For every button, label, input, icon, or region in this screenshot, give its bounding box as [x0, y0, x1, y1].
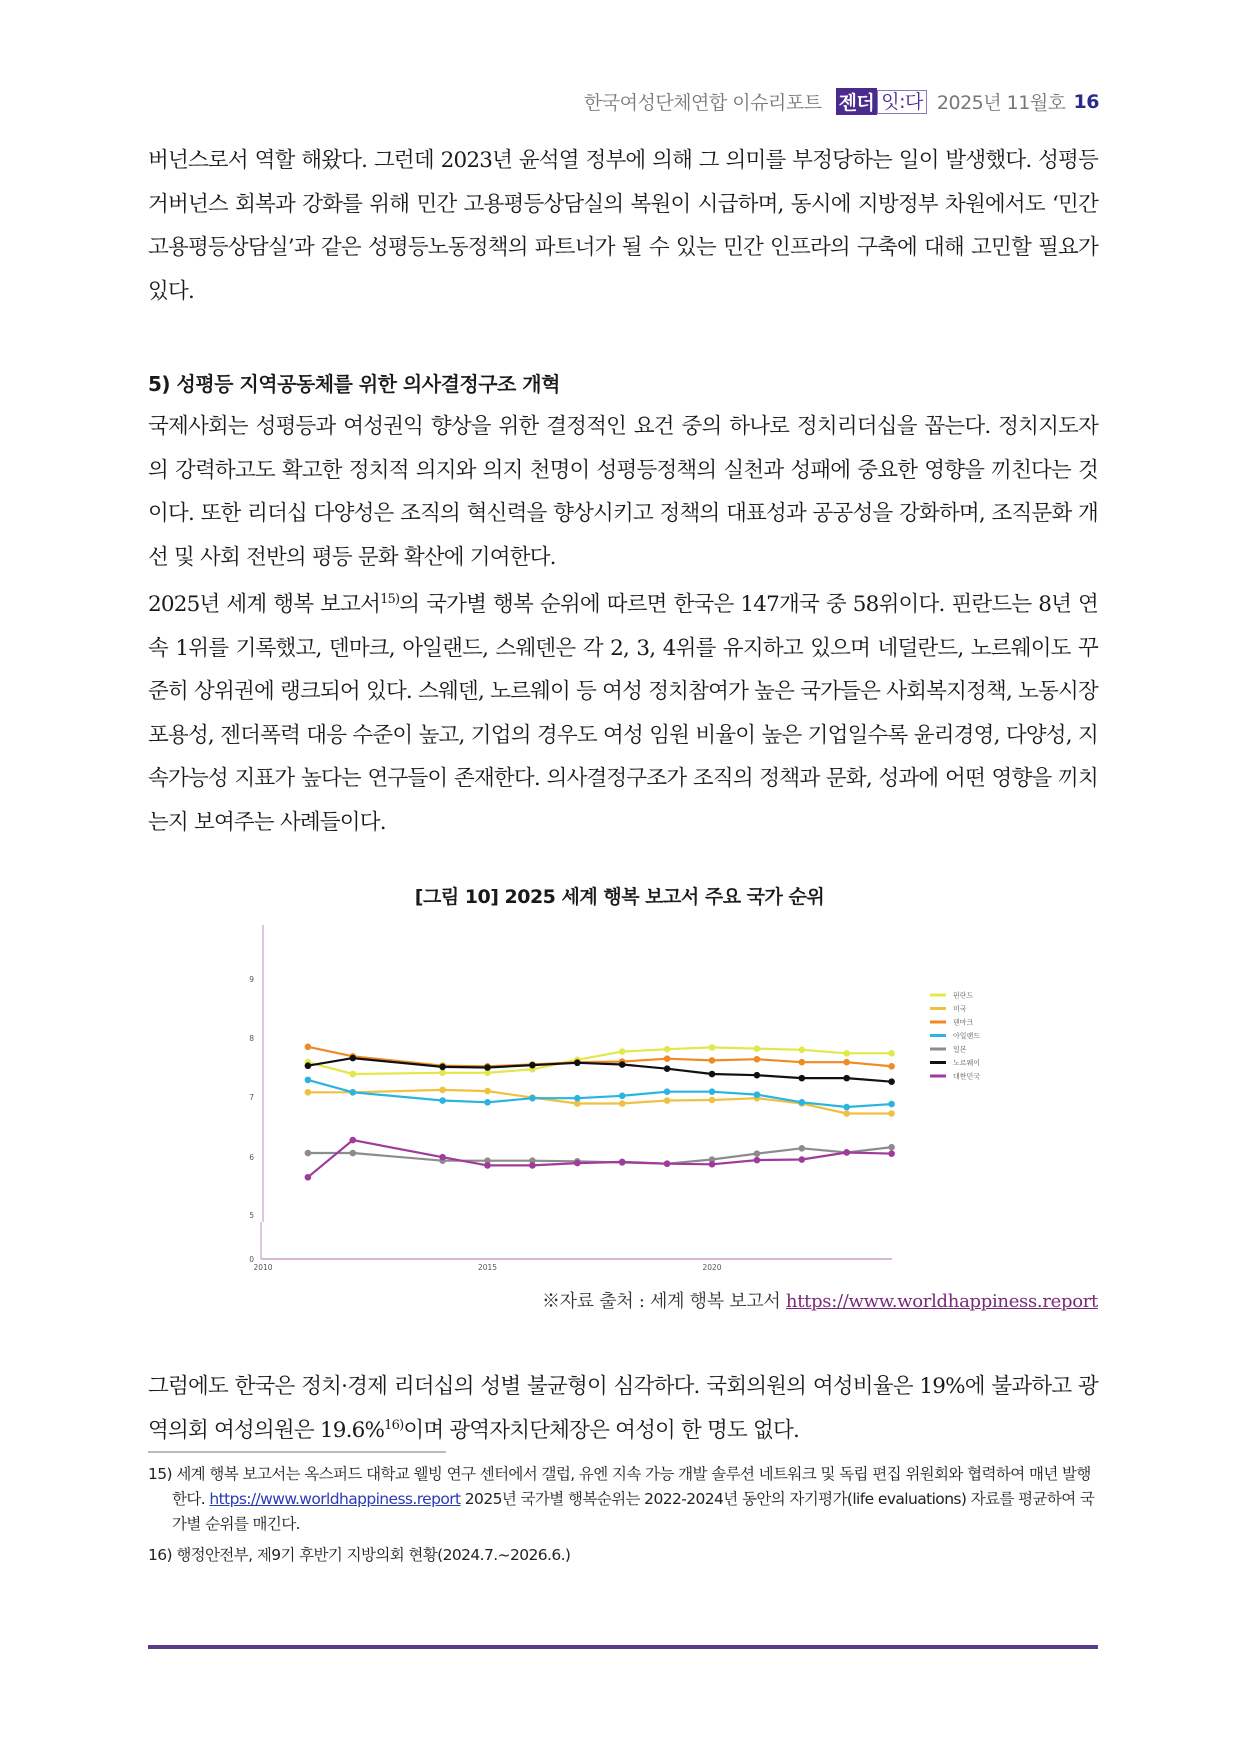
footnote-ref-16[interactable]: 16): [384, 1417, 404, 1433]
source-link[interactable]: https://www.worldhappiness.report: [785, 1291, 1098, 1312]
data-point: [843, 1110, 850, 1117]
footnote-text-cont: 2025년 국가별 행복순위는 2022-2024년 동안의 자기평가(life evaluations) 자료를 평균하여 국가별 순위를 매긴다.: [172, 1490, 1095, 1533]
data-point: [664, 1160, 671, 1167]
legend-label: 미국: [953, 1005, 967, 1013]
data-point: [843, 1050, 850, 1057]
data-point: [888, 1110, 895, 1117]
legend-label: 노르웨이: [953, 1059, 981, 1067]
series-노르웨이: [305, 1055, 895, 1085]
footnote-text: 행정안전부, 제9기 후반기 지방의회 현황(2024.7.~2026.6.): [176, 1546, 571, 1564]
data-point: [439, 1154, 446, 1161]
footnotes: [148, 1462, 1098, 1574]
data-point: [888, 1144, 895, 1151]
figure-title: [그림 10] 2025 세계 행복 보고서 주요 국가 순위: [414, 886, 825, 908]
chart-legend: [930, 991, 980, 1081]
data-point: [305, 1174, 312, 1181]
y-tick-label: 0: [249, 1255, 254, 1264]
data-point: [754, 1091, 761, 1098]
y-tick-label: 5: [249, 1211, 254, 1220]
data-point: [305, 1077, 312, 1084]
data-point: [664, 1088, 671, 1095]
data-point: [350, 1089, 357, 1096]
data-point: [709, 1044, 716, 1051]
data-point: [619, 1093, 626, 1100]
data-point: [709, 1161, 716, 1168]
brand-badge-part1: 젠더: [836, 88, 878, 115]
data-point: [664, 1065, 671, 1072]
data-point: [709, 1097, 716, 1104]
data-point: [439, 1097, 446, 1104]
footnote-16: [148, 1543, 1098, 1568]
data-point: [619, 1159, 626, 1166]
x-tick-label: 2020: [702, 1263, 722, 1272]
data-point: [888, 1063, 895, 1070]
data-point: [799, 1075, 806, 1082]
y-tick-label: 8: [249, 1034, 254, 1043]
y-tick-label: 7: [249, 1093, 254, 1102]
legend-label: 아일랜드: [953, 1032, 981, 1040]
data-point: [350, 1150, 357, 1157]
data-point: [484, 1064, 491, 1071]
legend-label: 일본: [953, 1045, 967, 1054]
data-point: [574, 1160, 581, 1167]
data-point: [709, 1088, 716, 1095]
series-대한민국: [305, 1137, 895, 1181]
data-point: [709, 1057, 716, 1064]
data-point: [619, 1061, 626, 1068]
chart-canvas: [230, 920, 1010, 1280]
y-tick-label: 9: [249, 975, 254, 984]
data-point: [888, 1050, 895, 1057]
paragraph-1: 버넌스로서 역할 해왔다. 그런데 2023년 윤석열 정부에 의해 그 의미를 부정당하는 일이 발생했다. 성평등 거버넌스 회복과 강화를 위해 민간 고용평등상담실의 복원이 시급하며, 동시에 지방정부 차원에서도 ‘민간 고용평등상담실’과 같은 성평등노동정책의 파트너가 될 수 있는 민간 인프라의 구축에 대해 고민할 필요가 있다.: [148, 148, 1098, 304]
data-point: [305, 1150, 312, 1157]
data-point: [574, 1095, 581, 1102]
data-point: [754, 1045, 761, 1052]
data-point: [709, 1071, 716, 1078]
paragraph-3: [148, 583, 1098, 844]
data-point: [754, 1150, 761, 1157]
data-point: [305, 1089, 312, 1096]
page-header: [584, 88, 1099, 115]
data-point: [619, 1100, 626, 1107]
data-point: [350, 1071, 357, 1078]
paragraph-4-end: 이며 광역자치단체장은 여성이 한 명도 없다.: [403, 1417, 799, 1443]
data-point: [754, 1056, 761, 1063]
paragraph-3-start: 2025년 세계 행복 보고서: [148, 592, 381, 617]
data-point: [439, 1087, 446, 1094]
paragraph-4-start: 그럼에도 한국은 정치·경제 리더십의 성별 불균형이 심각하다. 국회의원의 여성비율은 19%에 불과하고 광역의회 여성의원은 19.6%: [148, 1374, 1098, 1443]
data-point: [350, 1055, 357, 1062]
data-point: [439, 1070, 446, 1077]
data-point: [664, 1055, 671, 1062]
footnote-divider: [148, 1451, 446, 1453]
page-bottom-rule: [148, 1645, 1098, 1649]
x-tick-label: 2015: [477, 1263, 498, 1272]
data-point: [799, 1059, 806, 1066]
data-point: [888, 1150, 895, 1157]
data-point: [619, 1048, 626, 1055]
data-point: [799, 1099, 806, 1106]
source-label: ※자료 출처 : 세계 행복 보고서: [541, 1291, 781, 1312]
data-point: [529, 1162, 536, 1169]
legend-label: 핀란드: [953, 991, 974, 1000]
brand-badge-part2: 잇:다: [877, 90, 927, 114]
header-org: 한국여성단체연합 이슈리포트: [583, 92, 822, 114]
footnote-ref-15[interactable]: 15): [380, 592, 400, 607]
paragraph-2: 국제사회는 성평등과 여성권익 향상을 위한 결정적인 요건 중의 하나로 정치리더십을 꼽는다. 정치지도자의 강력하고도 확고한 정치적 의지와 의지 천명이 성평등정책의 실천과 성패에 중요한 영향을 끼친다는 것이다. 또한 리더십 다양성은 조직의 혁신력을 향상시키고 정책의 대표성과 공공성을 강화하며, 조직문화 개선 및 사회 전반의 평등 문화 확산에 기여한다.: [148, 414, 1098, 570]
data-point: [843, 1104, 850, 1111]
footnote-15: [148, 1462, 1098, 1537]
data-point: [305, 1062, 312, 1069]
data-point: [484, 1162, 491, 1169]
footnote-link[interactable]: https://www.worldhappiness.report: [209, 1490, 461, 1508]
data-point: [888, 1101, 895, 1108]
data-point: [484, 1099, 491, 1106]
footnote-number: 15): [148, 1465, 172, 1483]
footnote-text: 세계 행복 보고서는 옥스퍼드 대학교 웰빙 연구 센터에서 갤럽, 유엔 지속 가능 개발 솔루션 네트워크 및 독립 편집 위원회와 협력하여 매년 발행한다.: [172, 1465, 1091, 1508]
header-issue: 2025년 11월호: [936, 92, 1066, 114]
data-point: [754, 1072, 761, 1079]
data-point: [799, 1145, 806, 1152]
data-point: [574, 1059, 581, 1066]
y-tick-label: 6: [249, 1153, 254, 1162]
data-point: [664, 1097, 671, 1104]
data-point: [888, 1078, 895, 1085]
footnote-number: 16): [148, 1546, 172, 1564]
data-point: [843, 1059, 850, 1066]
figure-source: [542, 1287, 1098, 1313]
data-point: [439, 1064, 446, 1071]
data-point: [799, 1156, 806, 1163]
page-number: 16: [1073, 90, 1099, 113]
data-point: [529, 1062, 536, 1069]
data-point: [754, 1157, 761, 1164]
paragraph-4: [148, 1365, 1098, 1452]
legend-label: 대한민국: [953, 1072, 981, 1081]
happiness-line-chart: [230, 920, 1010, 1280]
data-point: [664, 1046, 671, 1053]
data-point: [843, 1075, 850, 1082]
data-point: [799, 1047, 806, 1054]
section-title: 5) 성평등 지역공동체를 위한 의사결정구조 개혁: [148, 372, 560, 396]
data-point: [350, 1137, 357, 1144]
data-point: [529, 1095, 536, 1102]
x-tick-label: 2010: [253, 1263, 273, 1272]
data-point: [484, 1088, 491, 1095]
data-point: [305, 1044, 312, 1051]
paragraph-3-rest: 의 국가별 행복 순위에 따르면 한국은 147개국 중 58위이다. 핀란드는 8년 연속 1위를 기록했고, 덴마크, 아일랜드, 스웨덴은 각 2, 3, 4위를 유지하고 있으며 네덜란드, 노르웨이도 꾸준히 상위권에 랭크되어 있다. 스웨덴, 노르웨이 등 여성 정치참여가 높은 국가들은 사회복지정책, 노동시장 포용성, 젠더폭력 대응 수준이 높고, 기업의 경우도 여성 임원 비율이 높은 기업일수록 윤리경영, 다양성, 지속가능성 지표가 높다는 연구들이 존재한다. 의사결정구조가 조직의 정책과 문화, 성과에 어떤 영향을 끼치는지 보여주는 사례들이다.: [148, 592, 1098, 835]
legend-label: 덴마크: [953, 1018, 974, 1027]
data-point: [843, 1149, 850, 1156]
